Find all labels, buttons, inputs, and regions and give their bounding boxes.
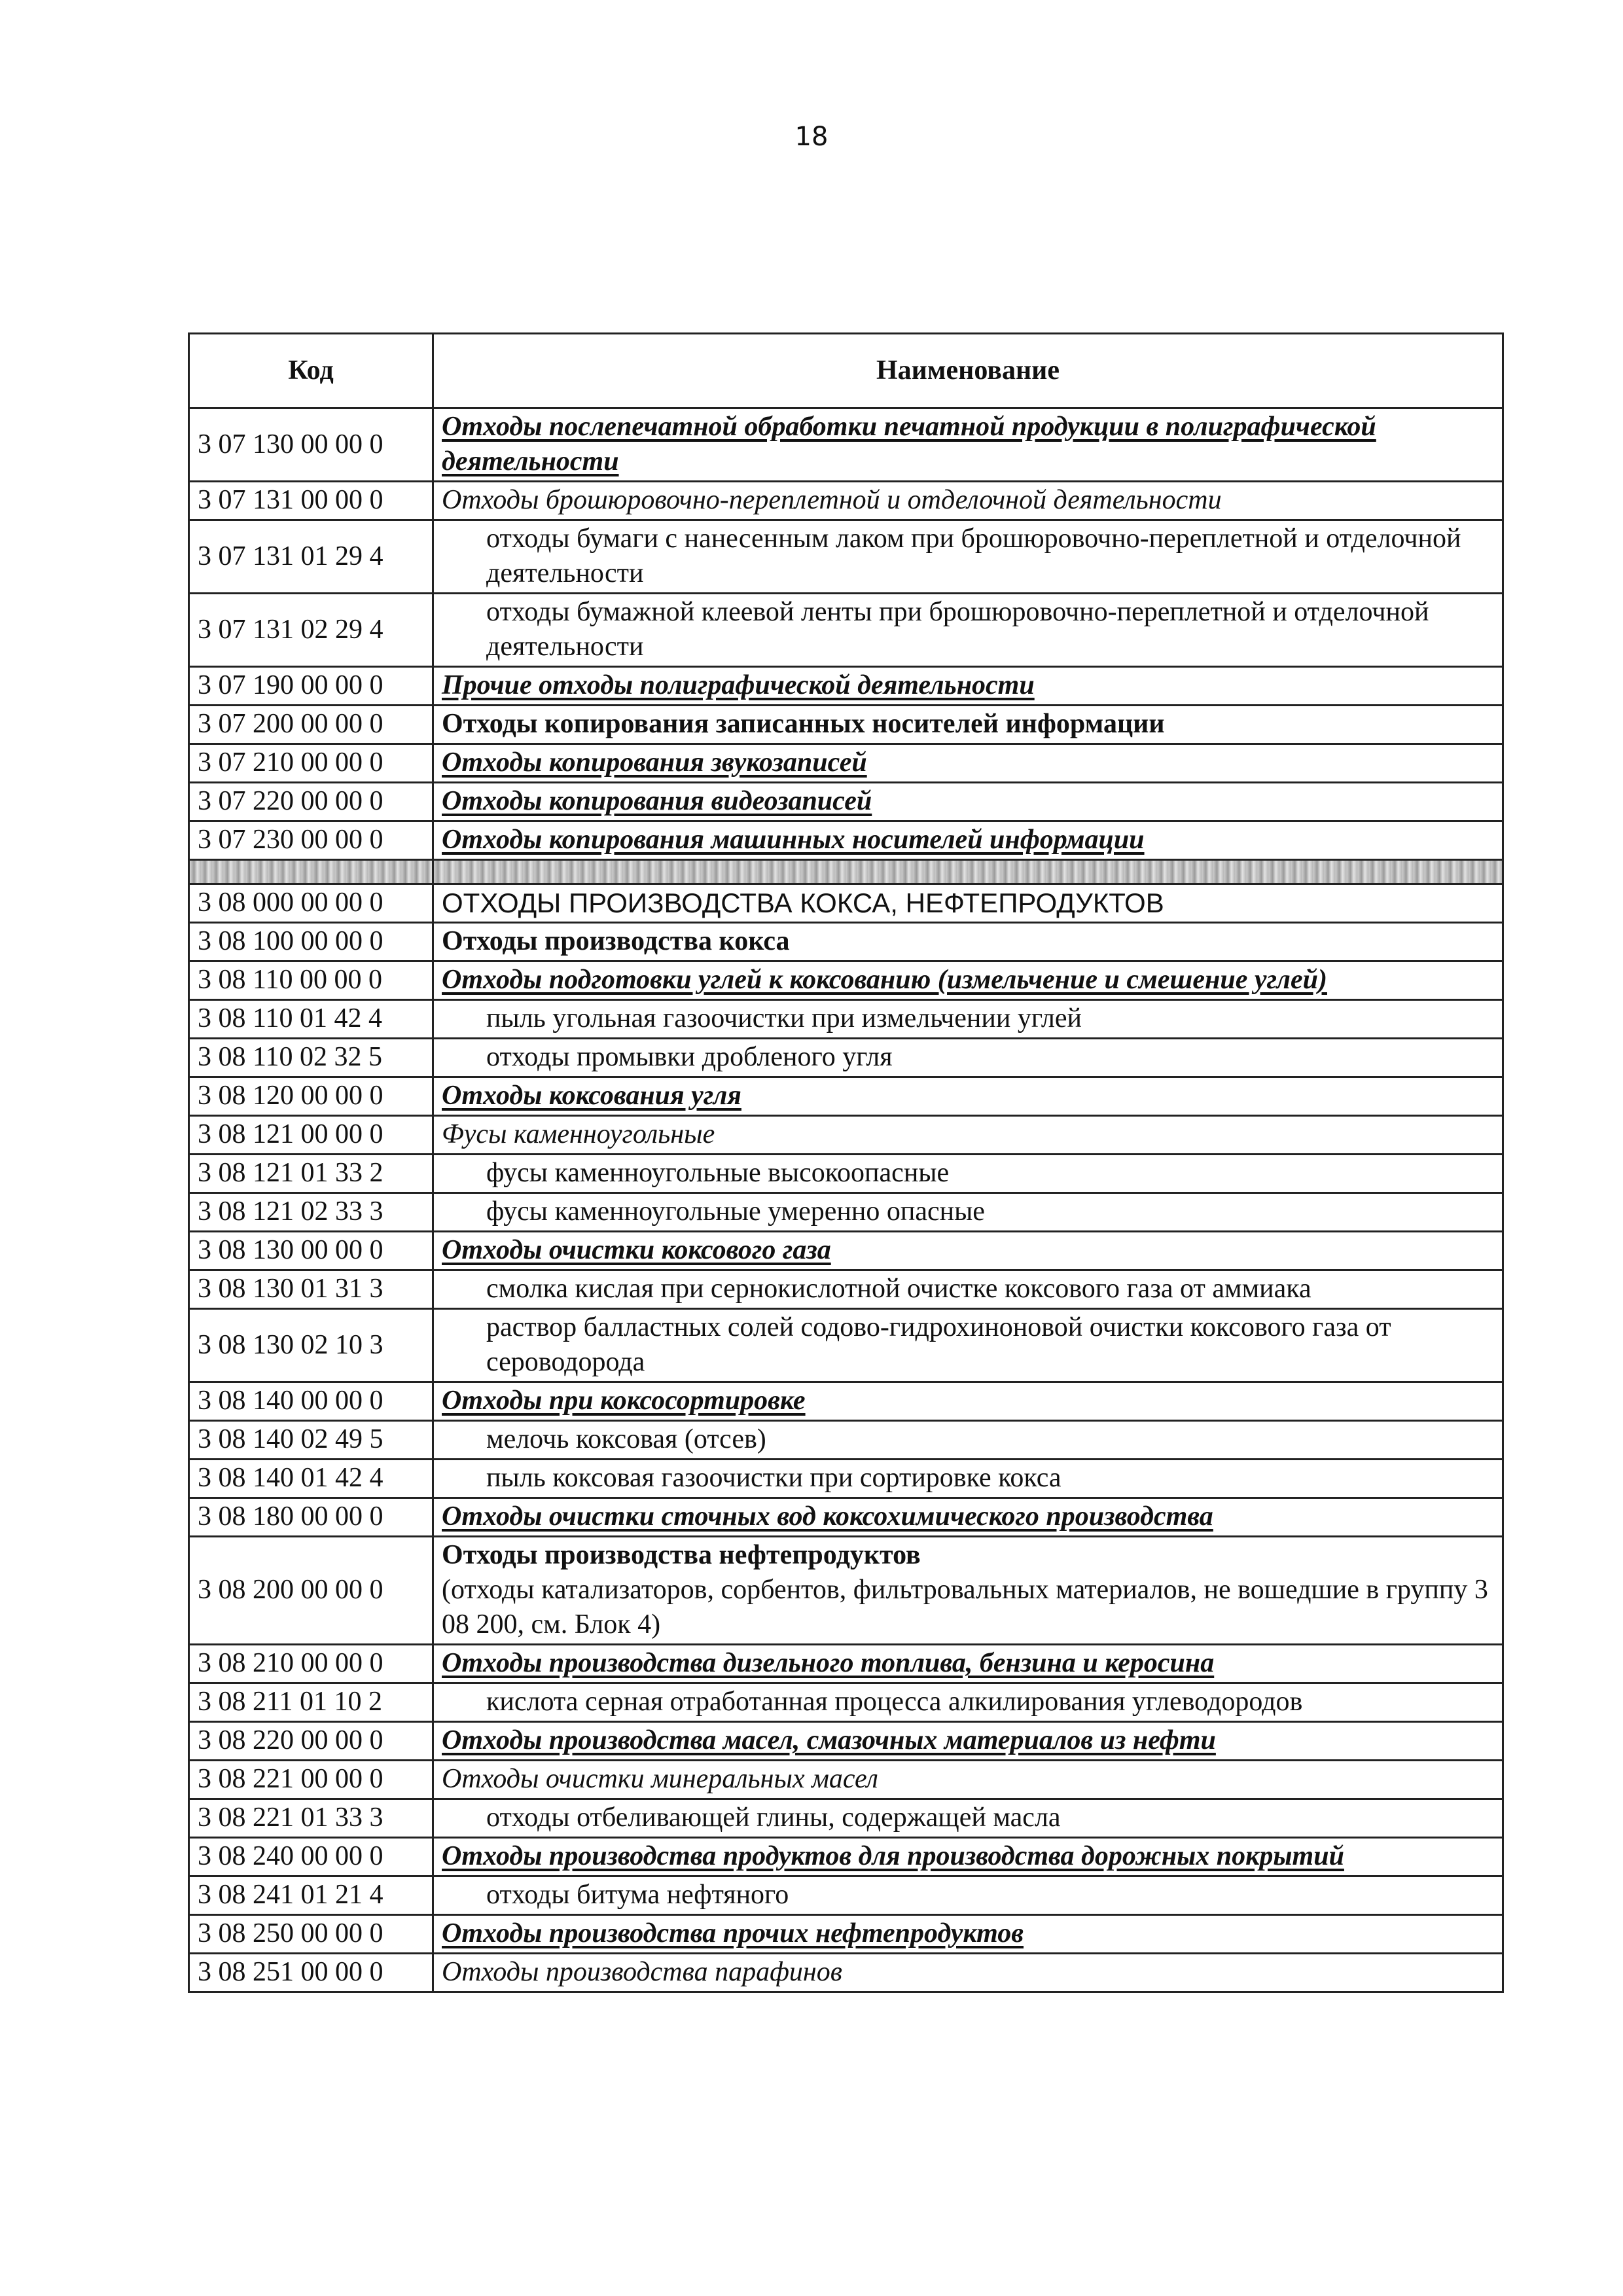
row-name-title: Отходы производства нефтепродуктов <box>442 1540 921 1570</box>
row-code: 3 08 180 00 00 0 <box>189 1498 433 1537</box>
row-name: Отходы брошюровочно-переплетной и отделочной деятельности <box>433 482 1503 520</box>
row-name: Отходы коксования угля <box>433 1077 1503 1116</box>
table-row <box>189 482 1503 520</box>
table-row <box>189 1537 1503 1645</box>
table-row <box>189 667 1503 706</box>
row-name: фусы каменноугольные умеренно опасные <box>433 1193 1503 1232</box>
table-row <box>189 1382 1503 1421</box>
row-name: пыль угольная газоочистки при измельчении углей <box>433 1000 1503 1039</box>
table-row <box>189 961 1503 1000</box>
row-code: 3 07 131 02 29 4 <box>189 594 433 667</box>
row-name: Отходы производства дизельного топлива, бензина и керосина <box>433 1645 1503 1683</box>
table-row <box>189 408 1503 482</box>
row-code: 3 08 100 00 00 0 <box>189 923 433 961</box>
row-code: 3 08 221 01 33 3 <box>189 1799 433 1838</box>
row-code <box>189 860 433 884</box>
table-row <box>189 1876 1503 1915</box>
row-name: Отходы копирования машинных носителей информации <box>433 821 1503 860</box>
page-number: 18 <box>794 122 829 152</box>
row-name: пыль коксовая газоочистки при сортировке кокса <box>433 1460 1503 1498</box>
row-name: отходы промывки дробленого угля <box>433 1039 1503 1077</box>
table-row <box>189 821 1503 860</box>
row-code: 3 08 130 01 31 3 <box>189 1270 433 1309</box>
row-code: 3 07 130 00 00 0 <box>189 408 433 482</box>
row-name: Отходы копирования звукозаписей <box>433 744 1503 783</box>
row-code: 3 07 131 01 29 4 <box>189 520 433 594</box>
row-name: отходы битума нефтяного <box>433 1876 1503 1915</box>
row-name: фусы каменноугольные высокоопасные <box>433 1155 1503 1193</box>
table-row <box>189 1077 1503 1116</box>
table-row <box>189 594 1503 667</box>
row-name: отходы бумаги с нанесенным лаком при брошюровочно-переплетной и отделочной деятельности <box>433 520 1503 594</box>
table-row <box>189 1270 1503 1309</box>
row-name: Отходы очистки минеральных масел <box>433 1761 1503 1799</box>
row-name: Отходы послепечатной обработки печатной продукции в полиграфической деятельности <box>433 408 1503 482</box>
table-row <box>189 783 1503 821</box>
table-row <box>189 1421 1503 1460</box>
row-name: смолка кислая при сернокислотной очистке коксового газа от аммиака <box>433 1270 1503 1309</box>
table-row <box>189 1915 1503 1954</box>
table-header-row <box>189 334 1503 408</box>
row-name: Отходы очистки коксового газа <box>433 1232 1503 1270</box>
row-code: 3 08 241 01 21 4 <box>189 1876 433 1915</box>
row-code: 3 08 120 00 00 0 <box>189 1077 433 1116</box>
row-name: отходы отбеливающей глины, содержащей масла <box>433 1799 1503 1838</box>
table-row <box>189 1193 1503 1232</box>
row-name: мелочь коксовая (отсев) <box>433 1421 1503 1460</box>
row-name: ОТХОДЫ ПРОИЗВОДСТВА КОКСА, НЕФТЕПРОДУКТОВ <box>433 884 1503 923</box>
row-code: 3 08 110 02 32 5 <box>189 1039 433 1077</box>
table-row <box>189 1761 1503 1799</box>
row-code: 3 08 000 00 00 0 <box>189 884 433 923</box>
row-code: 3 08 121 02 33 3 <box>189 1193 433 1232</box>
row-code: 3 08 140 02 49 5 <box>189 1421 433 1460</box>
row-code: 3 08 210 00 00 0 <box>189 1645 433 1683</box>
row-name: кислота серная отработанная процесса алкилирования углеводородов <box>433 1683 1503 1722</box>
row-name: Отходы производства прочих нефтепродуктов <box>433 1915 1503 1954</box>
table-row <box>189 1799 1503 1838</box>
header-code: Код <box>189 334 433 408</box>
row-code: 3 07 190 00 00 0 <box>189 667 433 706</box>
row-name: Отходы производства продуктов для производства дорожных покрытий <box>433 1838 1503 1876</box>
row-code: 3 08 130 02 10 3 <box>189 1309 433 1382</box>
header-name: Наименование <box>433 334 1503 408</box>
table-row <box>189 923 1503 961</box>
waste-code-table <box>188 332 1504 1993</box>
row-name <box>433 1537 1503 1645</box>
row-name <box>433 860 1503 884</box>
row-name: Отходы производства масел, смазочных материалов из нефти <box>433 1722 1503 1761</box>
row-name-note: (отходы катализаторов, сорбентов, фильтровальных материалов, не вошедшие в группу 3 08 200, см. Блок 4) <box>442 1575 1488 1640</box>
table-row <box>189 1722 1503 1761</box>
table-row <box>189 1498 1503 1537</box>
row-code: 3 08 220 00 00 0 <box>189 1722 433 1761</box>
row-code: 3 08 240 00 00 0 <box>189 1838 433 1876</box>
row-code: 3 08 140 01 42 4 <box>189 1460 433 1498</box>
table-row <box>189 1838 1503 1876</box>
row-name: Прочие отходы полиграфической деятельности <box>433 667 1503 706</box>
row-name: Отходы копирования видеозаписей <box>433 783 1503 821</box>
table-row <box>189 706 1503 744</box>
row-code: 3 08 110 00 00 0 <box>189 961 433 1000</box>
row-code: 3 08 200 00 00 0 <box>189 1537 433 1645</box>
row-code: 3 08 140 00 00 0 <box>189 1382 433 1421</box>
row-name: отходы бумажной клеевой ленты при брошюровочно-переплетной и отделочной деятельности <box>433 594 1503 667</box>
row-code: 3 08 211 01 10 2 <box>189 1683 433 1722</box>
row-name: раствор балластных солей содово-гидрохиноновой очистки коксового газа от сероводорода <box>433 1309 1503 1382</box>
table-row <box>189 1232 1503 1270</box>
row-name: Фусы каменноугольные <box>433 1116 1503 1155</box>
row-name: Отходы производства парафинов <box>433 1954 1503 1992</box>
row-code: 3 08 221 00 00 0 <box>189 1761 433 1799</box>
table-row <box>189 1954 1503 1992</box>
row-code: 3 07 200 00 00 0 <box>189 706 433 744</box>
table-row <box>189 1039 1503 1077</box>
table-row <box>189 1000 1503 1039</box>
row-code: 3 08 250 00 00 0 <box>189 1915 433 1954</box>
row-code: 3 08 110 01 42 4 <box>189 1000 433 1039</box>
row-code: 3 07 210 00 00 0 <box>189 744 433 783</box>
table-row <box>189 1309 1503 1382</box>
row-code: 3 07 220 00 00 0 <box>189 783 433 821</box>
row-code: 3 08 251 00 00 0 <box>189 1954 433 1992</box>
row-name: Отходы производства кокса <box>433 923 1503 961</box>
table-body <box>189 408 1503 1992</box>
row-code: 3 08 130 00 00 0 <box>189 1232 433 1270</box>
row-code: 3 07 131 00 00 0 <box>189 482 433 520</box>
table-row <box>189 1645 1503 1683</box>
table-row <box>189 1116 1503 1155</box>
table-row <box>189 1460 1503 1498</box>
row-code: 3 08 121 01 33 2 <box>189 1155 433 1193</box>
row-name: Отходы при коксосортировке <box>433 1382 1503 1421</box>
table-row <box>189 1683 1503 1722</box>
table-row <box>189 520 1503 594</box>
separator-row <box>189 860 1503 884</box>
row-name: Отходы очистки сточных вод коксохимического производства <box>433 1498 1503 1537</box>
row-code: 3 07 230 00 00 0 <box>189 821 433 860</box>
table-row <box>189 884 1503 923</box>
table-row <box>189 744 1503 783</box>
row-code: 3 08 121 00 00 0 <box>189 1116 433 1155</box>
row-name: Отходы копирования записанных носителей информации <box>433 706 1503 744</box>
table-row <box>189 1155 1503 1193</box>
row-name: Отходы подготовки углей к коксованию (измельчение и смешение углей) <box>433 961 1503 1000</box>
